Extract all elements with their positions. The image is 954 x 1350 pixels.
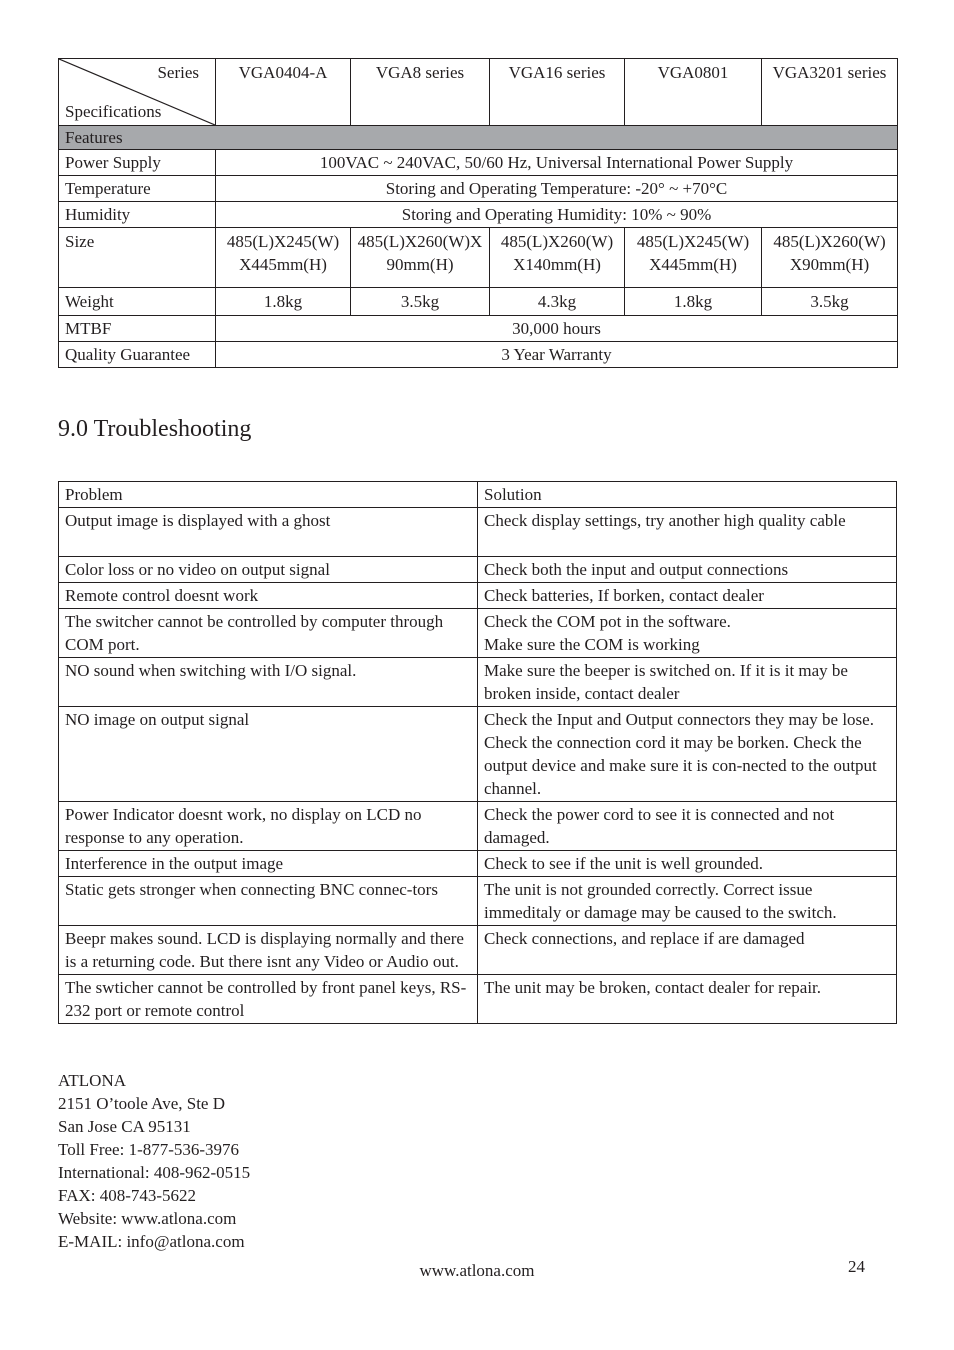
solution-line: Make sure the COM is working — [484, 635, 700, 654]
problem-cell: NO sound when switching with I/O signal. — [59, 658, 478, 707]
solution-cell: Check display settings, try another high quality cable — [478, 508, 897, 557]
address-line-2: San Jose CA 95131 — [58, 1117, 191, 1136]
page-number: 24 — [848, 1257, 865, 1276]
problem-cell: Power Indicator doesnt work, no display on LCD no response to any operation. — [59, 802, 478, 851]
problem-cell: Output image is displayed with a ghost — [59, 508, 478, 557]
solution-cell: Check to see if the unit is well grounded. — [478, 851, 897, 877]
company-name: ATLONA — [58, 1071, 126, 1090]
spec-value: 3 Year Warranty — [216, 342, 898, 368]
specifications-table — [58, 58, 898, 368]
spec-row-power-supply — [59, 150, 898, 176]
weight-value-vga16: 4.3kg — [490, 288, 625, 316]
problem-cell: The switcher cannot be controlled by computer through COM port. — [59, 609, 478, 658]
solution-line: Check the COM pot in the software. — [484, 612, 731, 631]
solution-cell: Check connections, and replace if are damaged — [478, 926, 897, 975]
size-value-vga0801: 485(L)X245(W)X445mm(H) — [625, 228, 762, 288]
table-row — [59, 508, 897, 557]
table-row — [59, 802, 897, 851]
contact-block — [58, 1069, 250, 1253]
table-row — [59, 926, 897, 975]
spec-row-weight — [59, 288, 898, 316]
series-header-vga0801: VGA0801 — [625, 59, 762, 126]
address-line-1: 2151 O’toole Ave, Ste D — [58, 1094, 225, 1113]
series-header-vga0404a: VGA0404-A — [216, 59, 351, 126]
spec-value: Storing and Operating Humidity: 10% ~ 90% — [216, 202, 898, 228]
problem-cell: NO image on output signal — [59, 707, 478, 802]
footer-url: www.atlona.com — [419, 1261, 535, 1280]
weight-value-vga8: 3.5kg — [351, 288, 490, 316]
size-value-vga8: 485(L)X260(W)X90mm(H) — [351, 228, 490, 288]
problem-column-header: Problem — [59, 482, 478, 508]
series-header-vga16: VGA16 series — [490, 59, 625, 126]
spec-value: Storing and Operating Temperature: -20° ~ +70°C — [216, 176, 898, 202]
problem-cell: The swticher cannot be controlled by front panel keys, RS-232 port or remote control — [59, 975, 478, 1024]
spec-label: Humidity — [59, 202, 216, 228]
spec-label: Quality Guarantee — [59, 342, 216, 368]
weight-value-vga0404a: 1.8kg — [216, 288, 351, 316]
spec-header-row — [59, 59, 898, 126]
features-section-row — [59, 126, 898, 150]
features-section-label: Features — [59, 126, 898, 150]
spec-row-humidity — [59, 202, 898, 228]
spec-label: Power Supply — [59, 150, 216, 176]
table-row — [59, 583, 897, 609]
weight-value-vga0801: 1.8kg — [625, 288, 762, 316]
corner-specifications-label: Specifications — [65, 102, 162, 121]
spec-value: 30,000 hours — [216, 316, 898, 342]
series-header-vga8: VGA8 series — [351, 59, 490, 126]
table-header-row — [59, 482, 897, 508]
solution-cell: Check batteries, If borken, contact dealer — [478, 583, 897, 609]
solution-cell: Check the Input and Output connectors they may be lose. Check the connection cord it may be borken. Check the output device and make sure it is con-nected to the output channel. — [478, 707, 897, 802]
spec-label: Size — [59, 228, 216, 288]
international-phone: International: 408-962-0515 — [58, 1163, 251, 1182]
website: Website: www.atlona.com — [58, 1209, 237, 1228]
email: E-MAIL: info@atlona.com — [58, 1232, 245, 1251]
table-row — [59, 877, 897, 926]
corner-series-label: Series — [157, 63, 199, 82]
table-row — [59, 609, 897, 658]
problem-cell: Color loss or no video on output signal — [59, 557, 478, 583]
table-row — [59, 851, 897, 877]
spec-row-mtbf — [59, 316, 898, 342]
spec-value: 100VAC ~ 240VAC, 50/60 Hz, Universal International Power Supply — [216, 150, 898, 176]
toll-free-phone: Toll Free: 1-877-536-3976 — [58, 1140, 240, 1159]
solution-cell: The unit may be broken, contact dealer for repair. — [478, 975, 897, 1024]
solution-cell: Check both the input and output connections — [478, 557, 897, 583]
table-row — [59, 707, 897, 802]
problem-cell: Static gets stronger when connecting BNC connec-tors — [59, 877, 478, 926]
spec-label: MTBF — [59, 316, 216, 342]
corner-header-cell — [59, 59, 216, 126]
spec-row-temperature — [59, 176, 898, 202]
solution-cell: Make sure the beeper is switched on. If it is it may be broken inside, contact dealer — [478, 658, 897, 707]
spec-label: Temperature — [59, 176, 216, 202]
spec-row-quality-guarantee — [59, 342, 898, 368]
size-value-vga16: 485(L)X260(W)X140mm(H) — [490, 228, 625, 288]
fax-number: FAX: 408-743-5622 — [58, 1186, 197, 1205]
problem-cell: Beepr makes sound. LCD is displaying normally and there is a returning code. But there isnt any Video or Audio out. — [59, 926, 478, 975]
series-header-vga3201: VGA3201 series — [762, 59, 898, 126]
section-title: 9.0 Troubleshooting — [58, 416, 252, 442]
table-row — [59, 658, 897, 707]
weight-value-vga3201: 3.5kg — [762, 288, 898, 316]
size-value-vga3201: 485(L)X260(W)X90mm(H) — [762, 228, 898, 288]
solution-cell: Check the power cord to see it is connected and not damaged. — [478, 802, 897, 851]
troubleshooting-table — [58, 481, 897, 1024]
solution-column-header: Solution — [478, 482, 897, 508]
solution-cell: The unit is not grounded correctly. Correct issue immeditaly or damage may be caused to the switch. — [478, 877, 897, 926]
problem-cell: Remote control doesnt work — [59, 583, 478, 609]
problem-cell: Interference in the output image — [59, 851, 478, 877]
table-row — [59, 975, 897, 1024]
table-row — [59, 557, 897, 583]
spec-row-size — [59, 228, 898, 288]
solution-cell — [478, 609, 897, 658]
spec-label: Weight — [59, 288, 216, 316]
size-value-vga0404a: 485(L)X245(W)X445mm(H) — [216, 228, 351, 288]
